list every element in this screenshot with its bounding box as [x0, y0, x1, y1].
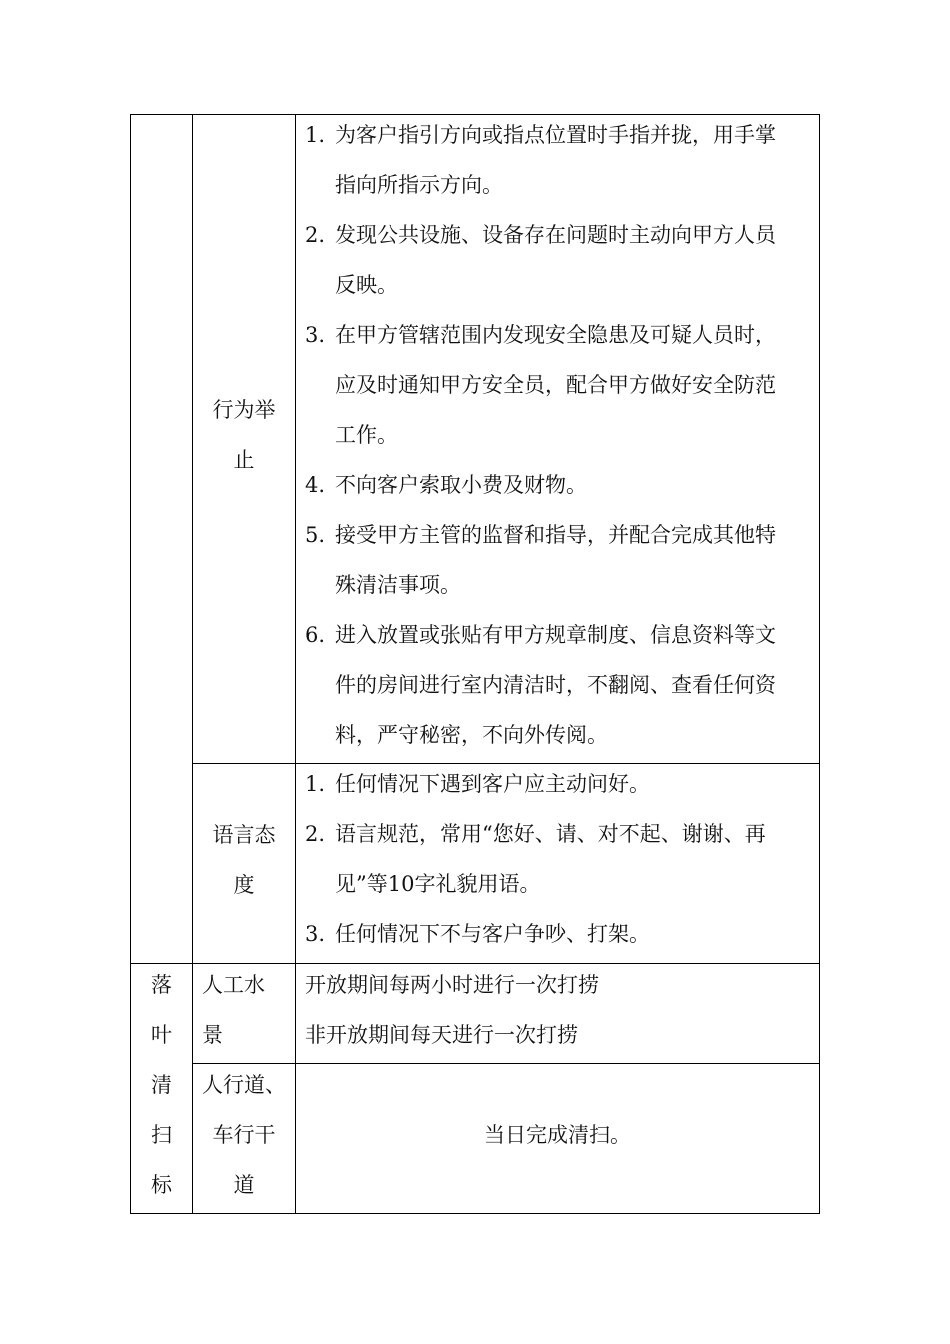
item-line: 语言规范，常用“您好、请、对不起、谢谢、再 [335, 822, 766, 846]
item-number: 2. [305, 822, 326, 846]
category-char: 清 [151, 1073, 172, 1097]
item-line: 殊清洁事项。 [335, 573, 461, 597]
water-line: 非开放期间每天进行一次打捞 [305, 1023, 578, 1047]
water-label [202, 960, 265, 1060]
item-line: 进入放置或张贴有甲方规章制度、信息资料等文 [335, 623, 776, 647]
conduct-label-line: 止 [233, 448, 255, 472]
column-divider-1 [192, 114, 193, 1214]
item-line: 任何情况下遇到客户应主动问好。 [335, 772, 650, 796]
road-content: 当日完成清扫。 [484, 1123, 631, 1147]
item-number: 1. [305, 123, 326, 147]
language-label [193, 810, 295, 910]
item-number: 3. [305, 323, 326, 347]
category-char: 落 [151, 973, 172, 997]
item-line: 见”等10字礼貌用语。 [335, 872, 541, 896]
item-line: 发现公共设施、设备存在问题时主动向甲方人员 [335, 223, 776, 247]
item-number: 2. [305, 223, 326, 247]
language-label-line: 语言态 [212, 823, 276, 847]
conduct-label [193, 385, 295, 485]
language-label-line: 度 [233, 873, 255, 897]
column-divider-2 [295, 114, 296, 1214]
item-line: 为客户指引方向或指点位置时手指并拢，用手掌 [335, 123, 776, 147]
item-line: 工作。 [335, 423, 398, 447]
item-line: 件的房间进行室内清洁时，不翻阅、查看任何资 [335, 673, 776, 697]
water-content [305, 960, 599, 1060]
item-number: 4. [305, 473, 326, 497]
category-char: 标 [151, 1173, 172, 1197]
table-border-bottom [130, 1213, 820, 1214]
road-label [193, 1060, 295, 1210]
item-number: 3. [305, 922, 326, 946]
road-label-line: 人行道、 [202, 1073, 286, 1097]
item-line: 在甲方管辖范围内发现安全隐患及可疑人员时， [335, 323, 776, 347]
conduct-label-line: 行为举 [212, 398, 276, 422]
item-line: 不向客户索取小费及财物。 [335, 473, 587, 497]
item-line: 料，严守秘密，不向外传阅。 [335, 723, 608, 747]
item-line: 任何情况下不与客户争吵、打架。 [335, 922, 650, 946]
item-number: 5. [305, 523, 326, 547]
item-line: 指向所指示方向。 [335, 173, 503, 197]
table-border-right [819, 114, 820, 1214]
water-label-line: 景 [202, 1023, 223, 1047]
road-label-line: 道 [233, 1173, 255, 1197]
road-label-line: 车行干 [212, 1123, 276, 1147]
item-line: 应及时通知甲方安全员，配合甲方做好安全防范 [335, 373, 776, 397]
item-number: 6. [305, 623, 326, 647]
item-line: 反映。 [335, 273, 398, 297]
item-number: 1. [305, 772, 326, 796]
water-label-line: 人工水 [202, 973, 265, 997]
category-char: 叶 [151, 1023, 172, 1047]
category-char: 扫 [151, 1123, 172, 1147]
item-line: 接受甲方主管的监督和指导，并配合完成其他特 [335, 523, 776, 547]
leaves-category-label [131, 960, 192, 1210]
water-line: 开放期间每两小时进行一次打捞 [305, 973, 599, 997]
